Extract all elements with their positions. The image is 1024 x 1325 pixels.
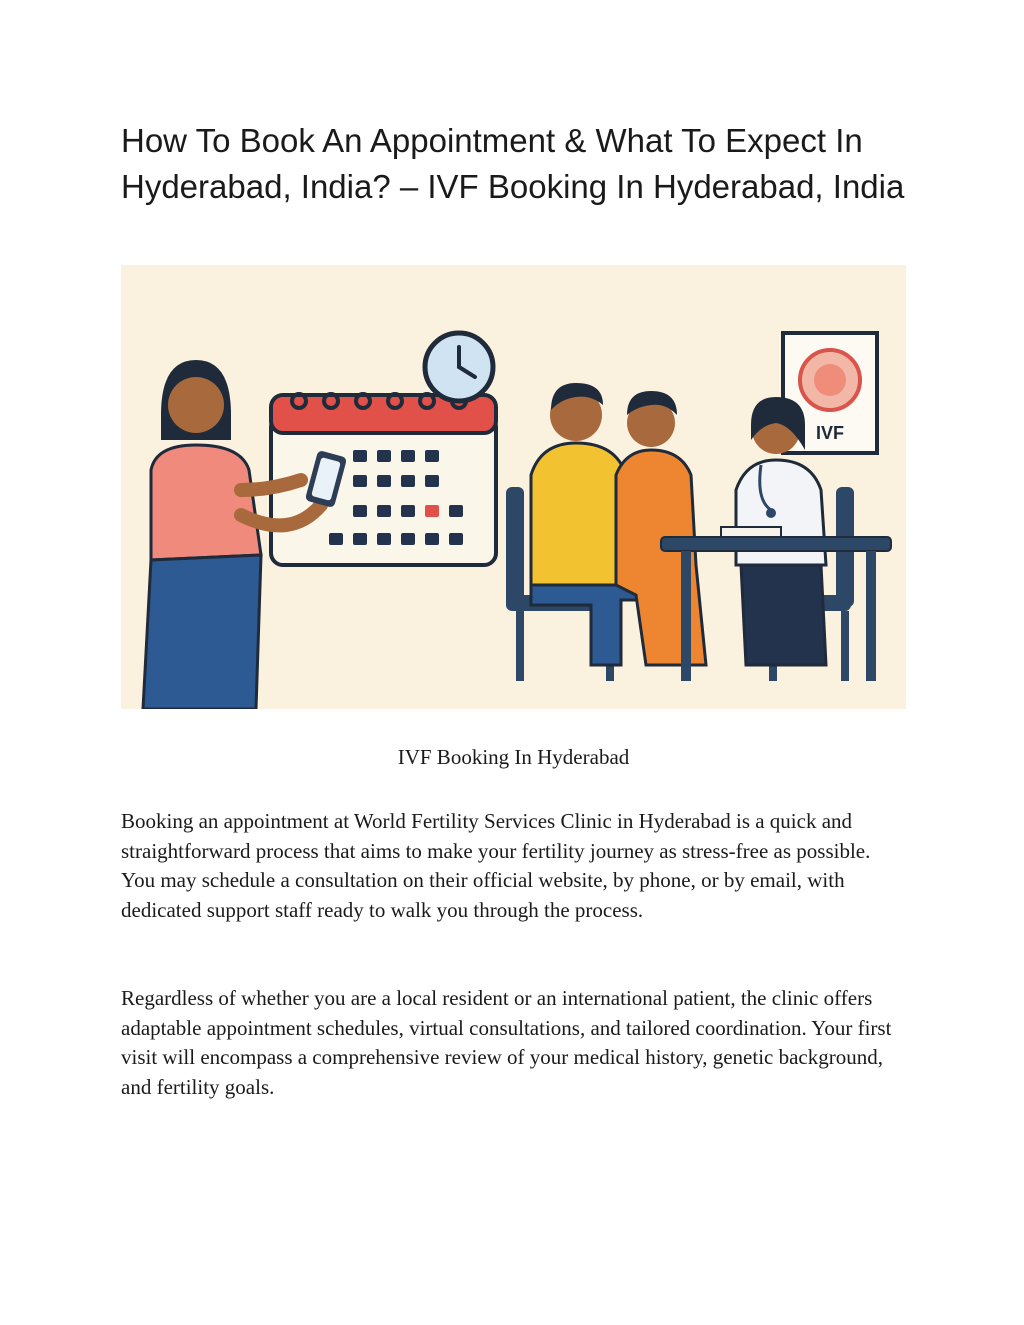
figure-caption: IVF Booking In Hyderabad [397,745,630,769]
paragraph-booking: Booking an appointment at World Fertility Services Clinic in Hyderabad is a quick and straightforward process that aims to make your fertility journey as stress-free as possible. You may schedule a consultation on their official website, by phone, or by email, with dedicated support staff ready to walk you through the process. [121,809,871,922]
female-patient [616,391,706,665]
page-title: How To Book An Appointment & What To Expect In Hyderabad, India? – IVF Booking In Hyderabad, India [121,122,905,205]
paragraph-first-visit: Regardless of whether you are a local resident or an international patient, the clinic offers adaptable appointment schedules, virtual consultations, and tailored coordination. Your first visit will encompass a comprehensive review of your medical history, genetic background, and fertility goals. [121,986,892,1099]
ivf-booking-illustration [121,265,906,709]
ivf-sign-label: IVF [815,423,845,443]
clock-icon [425,333,493,401]
